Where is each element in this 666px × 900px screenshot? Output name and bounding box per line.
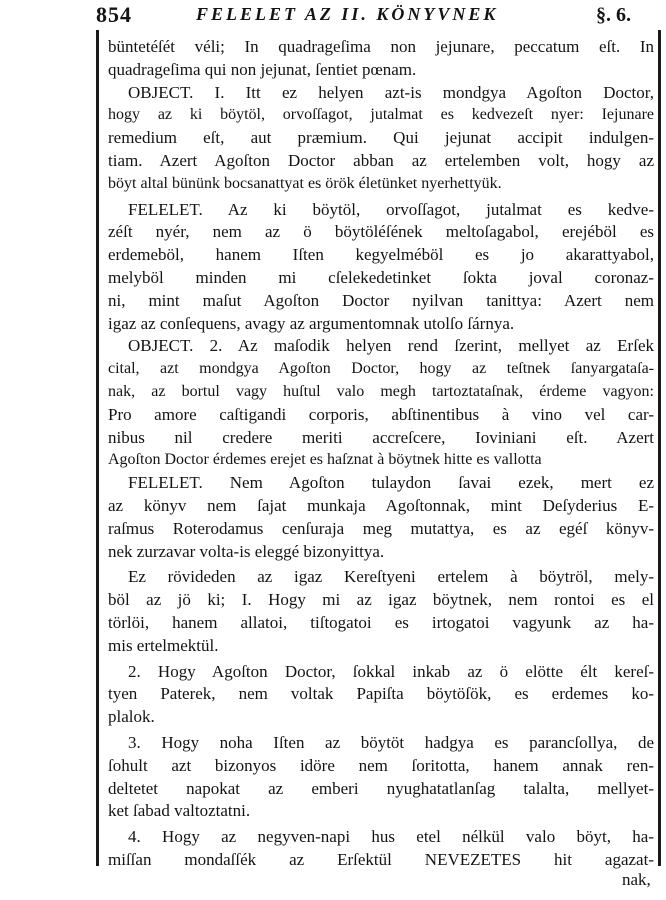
text-line: quadrageſima qui non jejunat, ſentiet pœnam.	[108, 59, 417, 79]
section-mark: §. 6.	[596, 4, 631, 26]
text-line: ket ſabad valtoztatni.	[108, 801, 251, 821]
text-line: OBJECT. I. Itt ez helyen azt-is mondgya Agoſton Doctor,	[128, 82, 654, 102]
running-header	[0, 0, 666, 30]
text-line: tyen Paterek, nem voltak Papiſta böytöſök, es erdemes ko-	[108, 684, 654, 704]
text-line: ſohult azt bizonyos idöre nem ſoritotta, hanem annak ren-	[108, 755, 654, 775]
text-line: FELELET. Nem Agoſton tulaydon ſavai ezek, mert ez	[128, 473, 654, 493]
right-border-rule	[658, 30, 661, 866]
text-line: mis ertelmektül.	[108, 635, 219, 655]
text-line: büntetéſét véli; In quadrageſima non jejunare, peccatum eſt. In	[108, 37, 654, 56]
text-line: FELELET. Az ki böytöl, orvoſſagot, jutalmat es kedve-	[128, 199, 654, 219]
text-line: nek zurzavar volta-is eleggé bizonyittya.	[108, 541, 385, 561]
left-border-rule	[96, 30, 99, 866]
text-line: raſmus Roterodamus cenſuraja meg mutattya, es az egéſ könyv-	[108, 518, 654, 538]
text-line: böyt altal bününk bocsanattyat es örök életünket nyerhettyük.	[108, 174, 502, 192]
text-line: Pro amore caſtigandi corporis, abſtinentibus à vino vel car-	[108, 404, 654, 424]
text-line: 2. Hogy Agoſton Doctor, ſokkal inkab az ö elötte élt kereſ-	[128, 661, 654, 681]
text-line: tiam. Azert Agoſton Doctor abban az ertelemben volt, hogy az	[108, 150, 654, 170]
text-line: nak, az bortul vagy huſtul valo megh tartoztataſnak, érdeme vagyon:	[108, 382, 654, 400]
text-line: zéſt nyér, nem az ö böytöléſének meltoſagabol, erejéböl es	[108, 222, 654, 242]
text-line: Agoſton Doctor érdemes erejet es haſznat à böytnek hitte es vallotta	[108, 451, 542, 469]
running-title: FELELET AZ II. KÖNYVNEK	[196, 4, 499, 24]
text-line: az könyv nem ſajat munkaja Agoſtonnak, mint Deſyderius E-	[108, 495, 654, 515]
text-line: törlöi, hanem allatoi, tiſtogatoi es irtogatoi vagyunk az ha-	[108, 612, 654, 632]
text-line: hogy az ki böytöl, orvoſſagot, jutalmat es kedvezeſt nyer: Iejunare	[108, 106, 654, 124]
text-line: plalok.	[108, 707, 155, 727]
text-line: miſſan mondaſſék az Erſektül NEVEZETES hit agazat-	[108, 849, 654, 869]
text-line: deltetet napokat az emberi nyughatatlanſag talalta, mellyet-	[108, 778, 654, 798]
text-line: nibus nil credere meriti accreſcere, Ioviniani eſt. Azert	[108, 427, 654, 447]
text-line: OBJECT. 2. Az maſodik helyen rend ſzerint, mellyet az Erſek	[128, 336, 654, 356]
text-line: remedium eſt, aut præmium. Qui jejunat accipit indulgen-	[108, 128, 654, 148]
catchword: nak,	[622, 870, 651, 889]
text-line: ni, mint maſut Agoſton Doctor nyilvan tanittya: Azert nem	[108, 290, 654, 310]
text-line: melyböl minden mi cſelekedetinket ſokta joval coronaz-	[108, 267, 654, 287]
text-line: 4. Hogy az negyven-napi hus etel nélkül valo böyt, ha-	[128, 827, 654, 847]
text-line: Ez rövideden az igaz Kereſtyeni ertelem à böytröl, mely-	[128, 567, 654, 587]
text-line: cital, azt mondgya Agoſton Doctor, hogy az teſtnek ſanyargataſa-	[108, 360, 654, 378]
page-number: 854	[96, 2, 132, 27]
text-line: erdemeböl, hanem Iſten kegyelméböl es jo akarattyabol,	[108, 245, 654, 265]
text-line: igaz az conſequens, avagy az argumentomnak utolſo ſárnya.	[108, 313, 515, 333]
text-line: böl az jö ki; I. Hogy mi az igaz böytnek, nem rontoi es el	[108, 590, 654, 610]
text-body	[108, 36, 654, 872]
text-line: 3. Hogy noha Iſten az böytöt hadgya es parancſollya, de	[128, 732, 654, 752]
